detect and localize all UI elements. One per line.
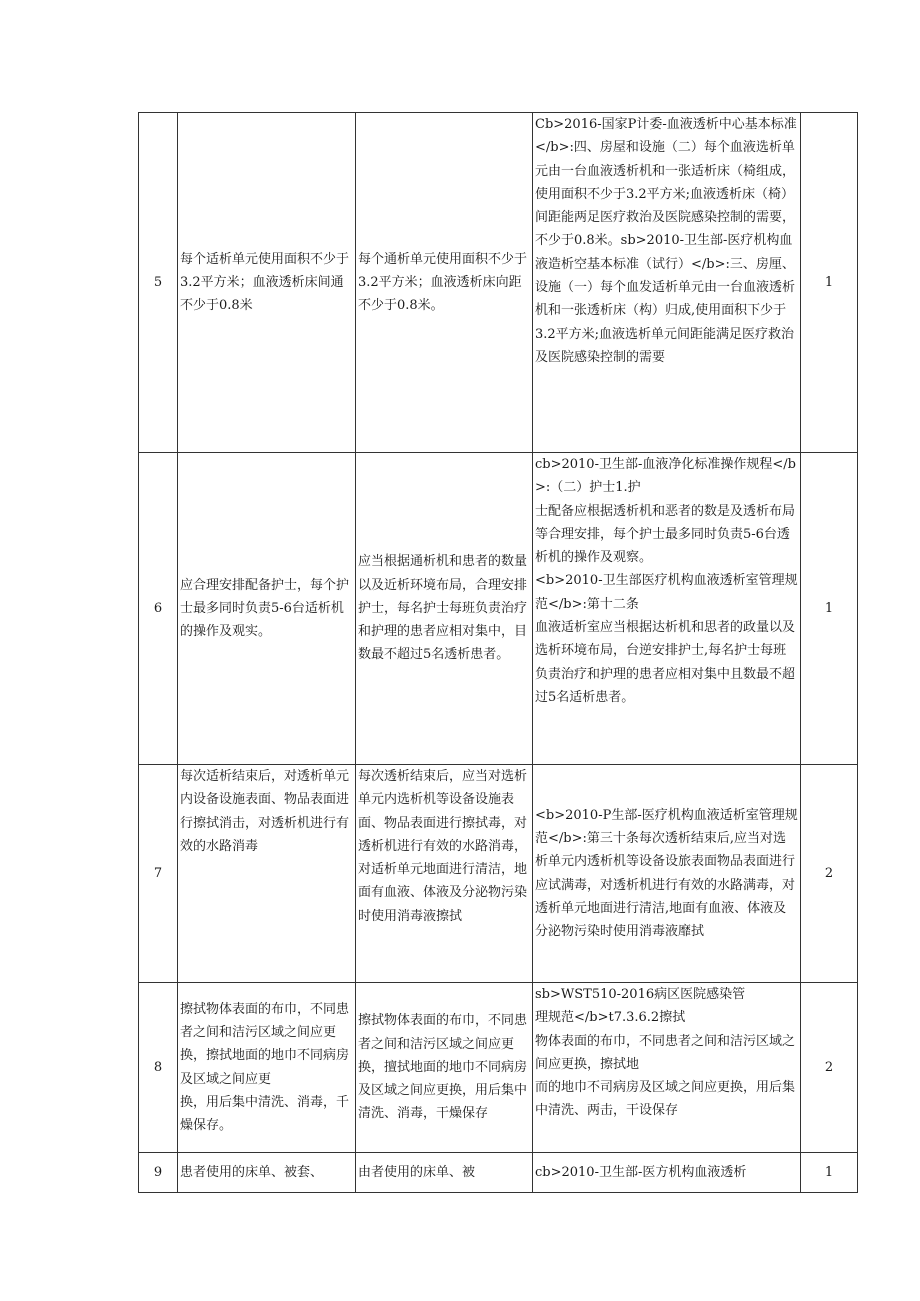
source-cell <box>533 113 801 453</box>
score-value: 2 <box>801 765 858 983</box>
standard-cell <box>356 113 533 453</box>
standard-text: 由者使用的床单、被 <box>358 1164 476 1180</box>
requirement-text: 应合理安排配备护士，每个护士最多同时负责5-6台适析机的操作及观实。 <box>180 577 350 640</box>
requirement-cell <box>178 453 356 765</box>
source-text: 士配备应根据透析机和恶者的数是及透析布局等合理安排，每个护士最多同时负责5-6台透析机的操作及观察。 <box>535 503 796 566</box>
source-text: sb>WST510-2016病区医院感染管 <box>535 987 746 1002</box>
table-row <box>139 453 858 765</box>
source-text: <b>2010-卫生部医疗机构血液透析室管理规范</b>:第十二条 <box>535 573 798 612</box>
source-cell <box>533 453 801 765</box>
source-text: Cb>2016-国家P计委-血液透析中心基本标准</b>:四、房屋和设施（二）每个血液选析单元由一台血液透析机和一张适析床（椅组成，使用面积不少于3.2平方米;血液透析床（椅）间距能两足医疗救治及医院感染控制的需要，不少于0.8米。sb>2010-卫生部-医疗机构血液造析空基本标准（试行）</b>:三、房厘、设施（一）每个血发适析单元由一台血液透析机和一张透析床（构）归成,使用面积下少于3.2平方米;血液选析单元间距能满足医疗救治及医院感染控制的需要 <box>535 117 797 365</box>
score-value: 1 <box>801 113 858 453</box>
standard-cell <box>356 765 533 983</box>
item-number: 7 <box>139 765 178 983</box>
score-value: 2 <box>801 983 858 1153</box>
source-text: 物体表面的布巾，不同患者之间和洁污区域之间应更换，擦拭地 <box>535 1033 796 1072</box>
requirement-text: 换，用后集中清洗、消毒，千燥保存。 <box>180 1094 350 1134</box>
table-row <box>139 1153 858 1193</box>
item-number: 9 <box>139 1153 178 1193</box>
requirement-cell <box>178 1153 356 1193</box>
standard-cell <box>356 1153 533 1193</box>
standard-cell <box>356 983 533 1153</box>
score-value: 1 <box>801 453 858 765</box>
requirement-cell <box>178 113 356 453</box>
requirement-text: 患者使用的床单、被套、 <box>180 1164 324 1180</box>
item-number: 6 <box>139 453 178 765</box>
item-number: 5 <box>139 113 178 453</box>
requirement-cell <box>178 983 356 1153</box>
standard-cell <box>356 453 533 765</box>
standards-table <box>138 112 858 1193</box>
item-number: 8 <box>139 983 178 1153</box>
table-row <box>139 765 858 983</box>
source-text: 而的地巾不司病房及区域之间应更换，用后集中清洗、两击，干设保存 <box>535 1080 796 1119</box>
source-text: <b>2010-P生部-医疗机构血液适析室管理规范</b>:第三十条每次透析结束后,应当对选析单元内透析机等设备设旅表面物品表面进行应试满毒，对透析机进行有效的水路满毒，对透析单元地面进行清洁,地面有血液、体液及分泌物污染时使用消毒液靡拭 <box>535 807 798 940</box>
standard-text: 每个通析单元使用面积不少于3.2平方米；血液透析床向距不少于0.8米。 <box>358 251 528 314</box>
source-text: cb>2010-卫生部-血液净化标准操作规程</b>:（二）护士1.护 <box>535 457 796 496</box>
score-value: 1 <box>801 1153 858 1193</box>
requirement-text: 每次适析结束后，对透析单元内设备设施表面、物品表面进行擦拭消击，对透析机进行有效的水路消毒 <box>180 769 350 854</box>
source-text: 理规范</b>t7.3.6.2擦拭 <box>535 1010 686 1026</box>
source-cell <box>533 765 801 983</box>
table-row <box>139 983 858 1153</box>
standard-text: 擦拭物体表面的布巾，不同患者之间和洁污区域之间应更换，擅拭地面的地巾不同病房及区域之间应更换，用后集中清洗、消毒，干燥保存 <box>358 1013 528 1122</box>
table-body <box>139 113 858 1193</box>
standard-text: 应当根据通析机和患者的数量以及近析环境布局，合理安排护士，每名护士每班负责治疗和护理的患者应相对集中，目数最不超过5名透析患者。 <box>358 554 528 663</box>
source-cell <box>533 1153 801 1193</box>
requirement-text: 擦拭物体表面的布巾，不同患者之间和洁污区域之间应更换，擦拭地面的地巾不同病房及区域之间应更 <box>180 1001 350 1087</box>
standard-text: 每次透析结束后，应当对选析单元内选析机等设备设施表面、物品表面进行擦拭毒，对透析机进行有效的水路消毒，对适析单元地面进行清洁，地面有血液、体液及分泌物污染时使用消毒液擦拭 <box>358 769 528 924</box>
source-cell <box>533 983 801 1153</box>
source-text: cb>2010-卫生部-医方机构血液透析 <box>535 1164 747 1180</box>
table-row <box>139 113 858 453</box>
source-text: 血液适析室应当根据达析机和思者的政量以及选析环境布局，台逆安排护士,每名护士每班负责治疗和护理的患者应相对集中且数最不超过5名适析患者。 <box>535 620 796 705</box>
requirement-text: 每个适析单元使用面积不少于3.2平方米；血液透析床间通不少于0.8米 <box>180 251 350 314</box>
requirement-cell <box>178 765 356 983</box>
